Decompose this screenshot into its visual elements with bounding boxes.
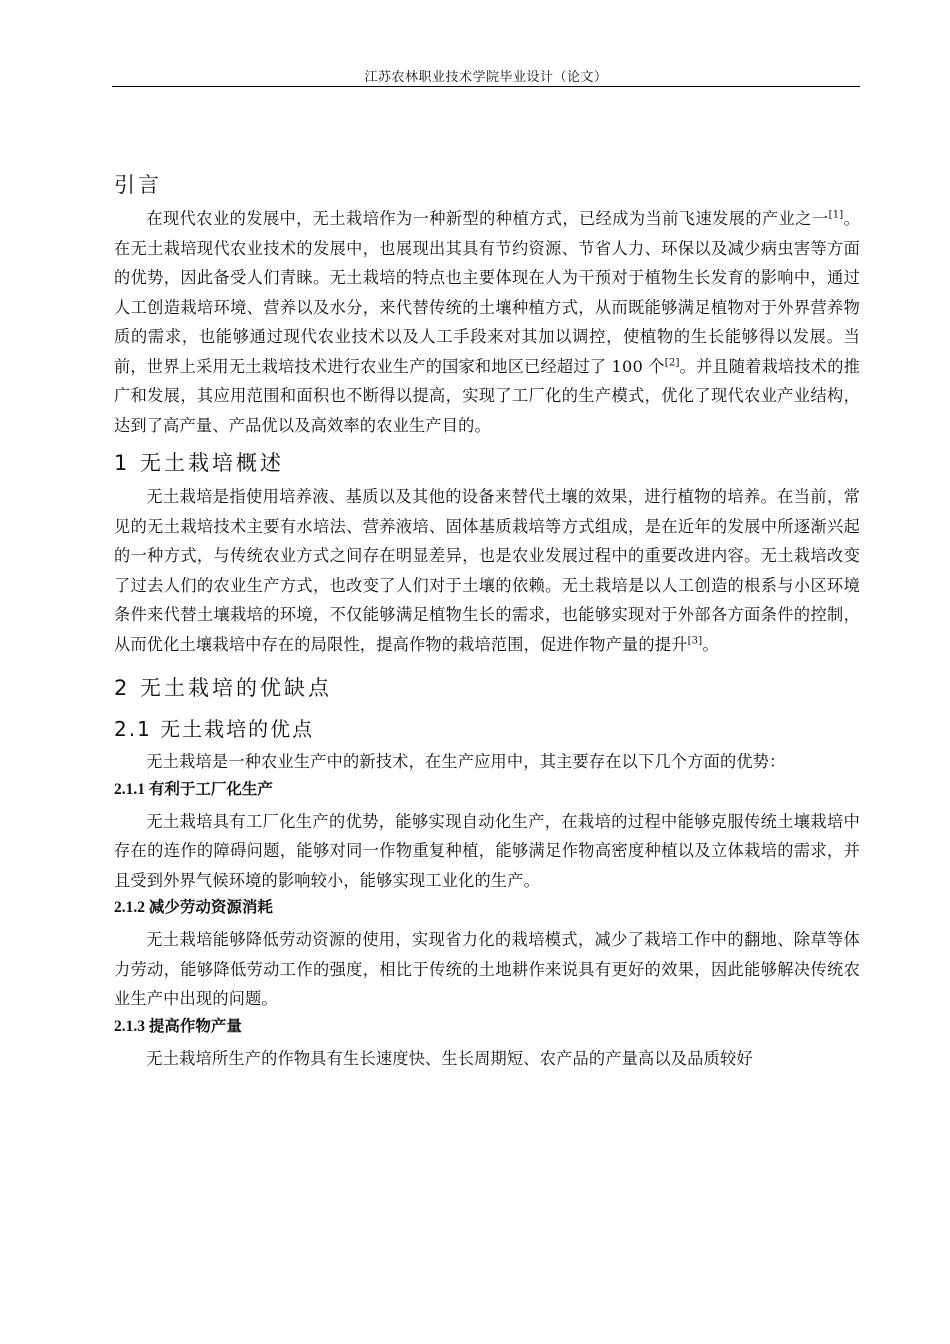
section-1-paragraph xyxy=(114,482,860,659)
section-2-1-heading: 2.1 无土栽培的优点 xyxy=(114,717,315,741)
section-1-text-part-1: 无土栽培是指使用培养液、基质以及其他的设备来替代土壤的效果，进行植物的培养。在当前，常见的无土栽培技术主要有水培法、营养液培、固体基质栽培等方式组成，是在近年的发展中所逐渐兴起的一种方式，与传统农业方式之间存在明显差异，也是农业发展过程中的重要改进内容。无土栽培改变了过去人们的农业生产方式，也改变了人们对于土壤的依赖。无土栽培是以人工创造的根系与小区环境条件来代替土壤栽培的环境，不仅能够满足植物生长的需求，也能够实现对于外部各方面条件的控制，从而优化土壤栽培中存在的局限性，提高作物的栽培范围，促进作物产量的提升 xyxy=(114,487,860,654)
intro-text-part-2: 。在无土栽培现代农业技术的发展中，也展现出其具有节约资源、节省人力、环保以及减少病虫害等方面的优势，因此备受人们青睐。无土栽培的特点也主要体现在人为干预对于植物生长发育的影响中，通过人工创造栽培环境、营养以及水分，来代替传统的土壤种植方式，从而既能够满足植物对于外界营养物质的需求，也能够通过现代农业技术以及人工手段来对其加以调控，使植物的生长能够得以发展。当前，世界上采用无土栽培技术进行农业生产的国家和地区已经超过了 100 个 xyxy=(114,209,860,376)
intro-text-part-3: 。并且随着栽培技术的推广和发展，其应用范围和面积也不断得以提高，实现了工厂化的生产模式，优化了现代农业产业结构，达到了高产量、产品优以及高效率的农业生产目的。 xyxy=(114,356,861,435)
page-header: 江苏农林职业技术学院毕业设计（论文） xyxy=(364,70,608,85)
section-2-1-3-paragraph: 无土栽培所生产的作物具有生长速度快、生长周期短、农产品的产量高以及品质较好 xyxy=(146,1048,753,1068)
section-2-heading: 2 无土栽培的优缺点 xyxy=(114,676,333,700)
section-1-text-part-2: 。 xyxy=(702,634,719,654)
intro-text-part-1: 在现代农业的发展中，无土栽培作为一种新型的种植方式，已经成为当前飞速发展的产业之一 xyxy=(146,209,829,228)
section-2-1-1-heading: 2.1.1 有利于工厂化生产 xyxy=(114,780,273,798)
intro-heading: 引言 xyxy=(114,173,162,197)
section-2-1-intro: 无土栽培是一种农业生产中的新技术，在生产应用中，其主要存在以下几个方面的优势： xyxy=(146,752,786,771)
header-divider xyxy=(112,86,860,87)
citation-1: [1] xyxy=(828,209,844,221)
section-2-1-2-paragraph: 无土栽培能够降低劳动资源的使用，实现省力化的栽培模式，减少了栽培工作中的翻地、除草等体力劳动，能够降低劳动工作的强度，相比于传统的土地耕作来说具有更好的效果，因此能够解决传统农业生产中出现的问题。 xyxy=(114,930,860,1008)
section-2-1-3-heading: 2.1.3 提高作物产量 xyxy=(114,1017,242,1035)
section-2-1-2-heading: 2.1.2 减少劳动资源消耗 xyxy=(114,899,273,916)
citation-2: [2] xyxy=(664,357,680,369)
citation-3: [3] xyxy=(687,635,703,647)
page-body xyxy=(114,166,860,1073)
section-1-heading: 1 无土栽培概述 xyxy=(114,451,285,475)
intro-paragraph xyxy=(114,204,860,440)
section-2-1-1-paragraph: 无土栽培具有工厂化生产的优势，能够实现自动化生产，在栽培的过程中能够克服传统土壤栽培中存在的连作的障碍问题，能够对同一作物重复种植，能够满足作物高密度种植以及立体栽培的需求，并且受到外界气候环境的影响较小，能够实现工业化的生产。 xyxy=(114,811,860,890)
